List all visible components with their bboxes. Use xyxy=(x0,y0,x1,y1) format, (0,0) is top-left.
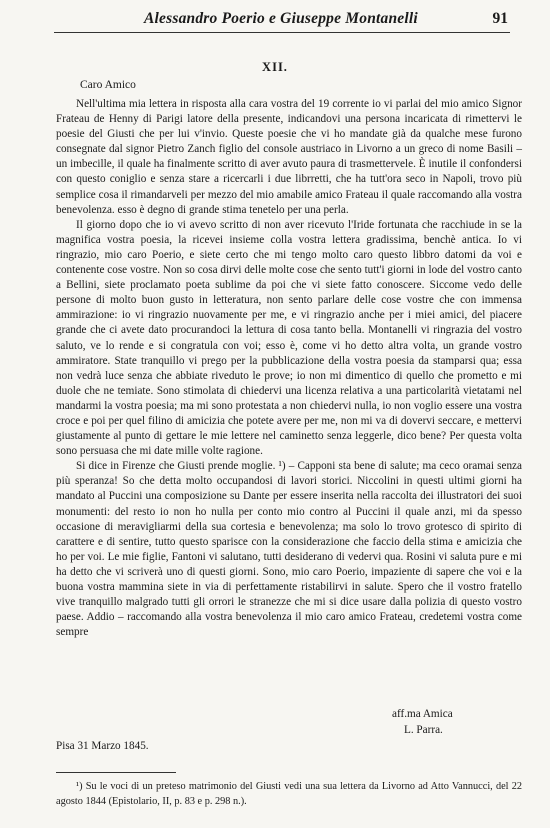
footnote-divider xyxy=(56,772,176,773)
footnote: ¹) Su le voci di un preteso matrimonio del Giusti vedi una sua lettera da Livorno ad Atto Vannucci, del 22 agosto 1844 (Epistolario, II, p. 83 e p. 298 n.). xyxy=(56,781,522,807)
letter-body xyxy=(56,97,522,640)
signature: L. Parra. xyxy=(404,724,443,736)
closing xyxy=(392,706,453,738)
salutation: Caro Amico xyxy=(80,79,136,91)
paragraph: Il giorno dopo che io vi avevo scritto di non aver ricevuto l'Iride fortunata che racchiude in se la magnifica vostra poesia, la ricevei insieme colla vostra lettera gradissima, benchè antica. Io vi ringrazio, mio caro Poerio, e siete certo che mi tengo molto caro questo libbro datomi da voi e contenente cose vostre. Non so cosa dirvi delle molte cose che sento tutt'i giorni in lode del vostro canto a Bellini, siete proclamato poeta sublime da poi che vi siete fatto conoscere. Siccome vedo delle persone di molto buon gusto in letteratura, non sento parlare delle cose vostre che con immensa ammirazione: io vi ringrazio nuovamente per me, e vi ringrazio anche per i miei amici, del piacere grande che ci avete dato procurandoci la lettura di cosa tanto bella. Montanelli vi ringrazia del vostro saluto, ve lo rende e si congratula con voi; esso è, come vi ho detto altra volta, un grande vostro ammiratore. State tranquillo vi prego per la pubblicazione della vostra poesia da stamparsi qua; essa non vedrà luce senza che abbiate riveduto le prove; io non mi dimentico di quello che prometto e mi duole che ne temiate. Sono stimolata di chiedervi una licenza relativa a una particolarità vietatami nel mandarmi la vostra poesia; ma mi sono protestata a non chiedervi nulla, io non voglio essere una vostra croce e poi per quel filino di amicizia che potete avere per me, non mi va di dovervi seccare, e mettervi giustamente al punto di gettare le mie lettere nel caminetto senza leggerle, dico bene? Per questa volta sono persuasa che mi date mille volte ragione. xyxy=(56,218,522,458)
closing-greeting: aff.ma Amica xyxy=(392,708,453,720)
page-number: 91 xyxy=(492,10,508,27)
paragraph: Nell'ultima mia lettera in risposta alla cara vostra del 19 corrente io vi parlai del mio amico Signor Frateau de Henny di Parigi latore della presente, indicandovi una persona incaricata di rimettervi le poesie del Giusti che per lui v'invio. Queste poesie che vi ho mandate già da qualche mese furono consegnate dal signor Pietro Zanch figlio del console austriaco in Livorno a un greco di nome Basili – un imbecille, il quale ha finalmente scritto di aver avuto paura di trasmettervele. È inutile il confondersi con questo coniglio e senza stare a ricercarli i due librretti, che ha tutt'ora seco in Napoli, trovo più semplice cosa il rimandarveli per mezzo del mio amabile amico Frateau il quale raccomando alla vostra benevolenza. esso è degno di grande stima tenetelo per una perla. xyxy=(56,98,522,216)
letter-number: XII. xyxy=(262,60,288,74)
page-header xyxy=(54,8,510,33)
paragraph: Si dice in Firenze che Giusti prende moglie. ¹) – Capponi sta bene di salute; ma ceco oramai senza più speranza! So che detta molto occupandosi di lavori storici. Niccolini in questi ultimi giorni ha mandato al Puccini una composizione su Dante per essere inserita nella raccolta dei illustratori dei suoi monumenti: del resto io non ho nulla per conto mio contro al Puccini il quale anzi, mi da spesso occasione di meravigliarmi della sua cortesia e benevolenza; ma solo lo trovo grotesco di spirito di carattere e di sentire, tutto questo sparisce con la considerazione che faccio della stima e amicizia che ho per voi. Le mie figlie, Fantoni vi salutano, tutti desiderano di vedervi qua. Rosini vi saluta pure e mi ha detto che vi scriverà uno di questi giorni. Sono, mio caro Poerio, impaziente di sapere che voi e la buona vostra mammina siete in via di perfettamente ristabilirvi in salute. Spero che il vostro fratello vive tranquillo malgrado tutti gli orrori le stranezze che mi si dice usare dalla polizia di questo vostro paese. Addio – raccomando alla vostra benevolenza il mio caro amico Frateau, credetemi vostra come sempre xyxy=(56,460,522,639)
dateline: Pisa 31 Marzo 1845. xyxy=(56,740,149,752)
running-title: Alessandro Poerio e Giuseppe Montanelli xyxy=(144,10,418,27)
